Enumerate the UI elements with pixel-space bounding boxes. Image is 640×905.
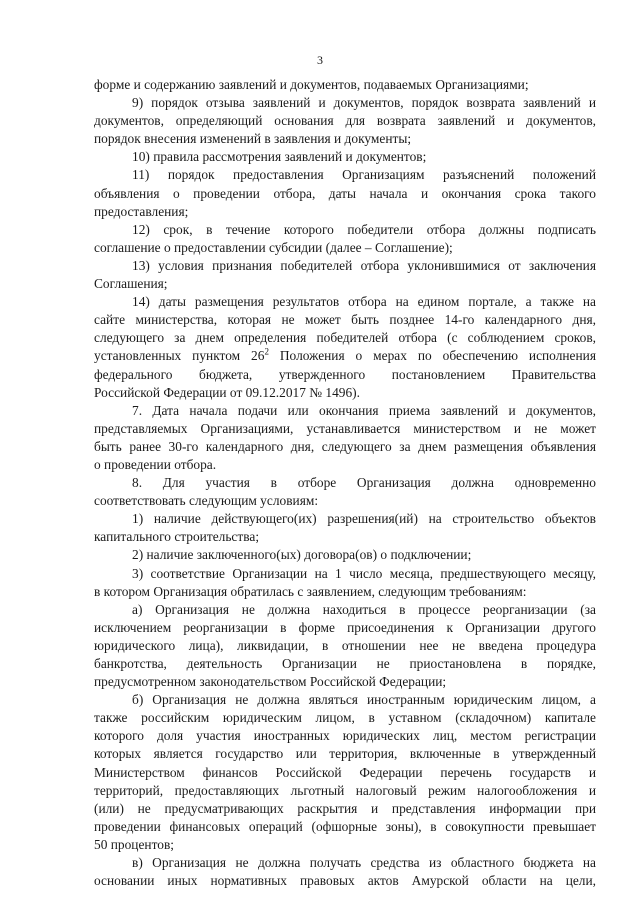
text-line: о проведении отбора. bbox=[94, 456, 217, 472]
text-line: юридического лица), ликвидации, в отношении нее не введена процедура bbox=[94, 637, 596, 653]
text-line: Российской Федерации от 09.12.2017 № 1496). bbox=[94, 384, 360, 400]
text-line: территорий, предоставляющих льготный налоговый режим налогообложения и bbox=[94, 782, 596, 798]
text-line: документов, определяющий основания для возврата заявлений и документов, bbox=[94, 113, 596, 129]
text-line: 1) наличие действующего(их) разрешения(ий) на строительство объектов bbox=[132, 511, 596, 527]
text-line: 3) соответствие Организации на 1 число месяца, предшествующего месяцу, bbox=[132, 565, 596, 581]
text-line: сайте министерства, которая не может быть позднее 14-го календарного дня, bbox=[94, 312, 596, 328]
text-line: исключением реорганизации в форме присоединения к Организации другого bbox=[94, 619, 596, 635]
text-line: следующего за днем определения победителей отбора (с соблюдением сроков, bbox=[94, 330, 596, 346]
text-line: 11) порядок предоставления Организациям разъяснений положений bbox=[132, 167, 596, 183]
text-line: 9) порядок отзыва заявлений и документов, порядок возврата заявлений и bbox=[132, 95, 596, 111]
text-line: в котором Организация обратилась с заявлением, следующим требованиям: bbox=[94, 583, 527, 599]
text-line: Министерством финансов Российской Федерации перечень государств и bbox=[94, 764, 596, 780]
text-line: 8. Для участия в отборе Организация должна одновременно bbox=[132, 475, 596, 491]
text-line: соглашение о предоставлении субсидии (далее – Соглашение); bbox=[94, 239, 453, 255]
text-line: которых является государство или территория, включенные в утвержденный bbox=[94, 746, 596, 762]
text-line: объявления о проведении отбора, даты начала и окончания срока такого bbox=[94, 185, 596, 201]
text-line: порядок внесения изменений в заявления и документы; bbox=[94, 131, 412, 147]
text-line: 13) условия признания победителей отбора уклонившимися от заключения bbox=[132, 257, 596, 273]
text-line: федерального бюджета, утвержденного постановлением Правительства bbox=[94, 366, 596, 382]
text-line: 50 процентов; bbox=[94, 836, 174, 852]
text-line: также российским юридическим лицом, в уставном (складочном) капитале bbox=[94, 710, 596, 726]
text-line: (или) не предусматривающих раскрытия и представления информации при bbox=[94, 800, 596, 816]
text-line: Соглашения; bbox=[94, 276, 168, 292]
text-line: предусмотренном законодательством Российской Федерации; bbox=[94, 674, 447, 690]
text-line: основании иных нормативных правовых актов Амурской области на цели, bbox=[94, 873, 596, 889]
text-line: капитального строительства; bbox=[94, 529, 260, 545]
text-line bbox=[94, 347, 596, 365]
text-line: а) Организация не должна находиться в процессе реорганизации (за bbox=[132, 601, 596, 617]
text-line: форме и содержанию заявлений и документов, подаваемых Организациями; bbox=[94, 77, 529, 92]
text-line: проведении финансовых операций (офшорные зоны), в совокупности превышает bbox=[94, 818, 596, 834]
superscript: 2 bbox=[264, 347, 269, 357]
text-line: 2) наличие заключенного(ых) договора(ов) о подключении; bbox=[132, 547, 472, 563]
text-line: представляемых Организациями, устанавливается министерством и не может bbox=[94, 420, 596, 436]
page-number: 3 bbox=[317, 53, 323, 67]
text-line: 12) срок, в течение которого победители отбора должны подписать bbox=[132, 221, 596, 237]
text-line: которого доля участия иностранных юридических лиц, местом регистрации bbox=[94, 728, 596, 744]
text-segment: установленных пунктом 26 bbox=[94, 348, 265, 364]
text-line: 10) правила рассмотрения заявлений и документов; bbox=[132, 149, 427, 165]
document-body bbox=[94, 76, 596, 890]
text-segment: Положения о мерах по обеспечению исполнения bbox=[268, 348, 596, 364]
text-line: соответствовать следующим условиям: bbox=[94, 493, 319, 509]
text-line: предоставления; bbox=[94, 203, 189, 219]
text-line: быть ранее 30-го календарного дня, следующего за днем размещения объявления bbox=[94, 438, 596, 454]
text-line: б) Организация не должна являться иностранным юридическим лицом, а bbox=[132, 692, 596, 708]
text-line: 7. Дата начала подачи или окончания приема заявлений и документов, bbox=[132, 402, 596, 418]
text-line: в) Организация не должна получать средства из областного бюджета на bbox=[132, 855, 596, 871]
text-line: 14) даты размещения результатов отбора на едином портале, а также на bbox=[132, 294, 596, 310]
text-line: банкротства, деятельность Организации не приостановлена в порядке, bbox=[94, 656, 596, 671]
